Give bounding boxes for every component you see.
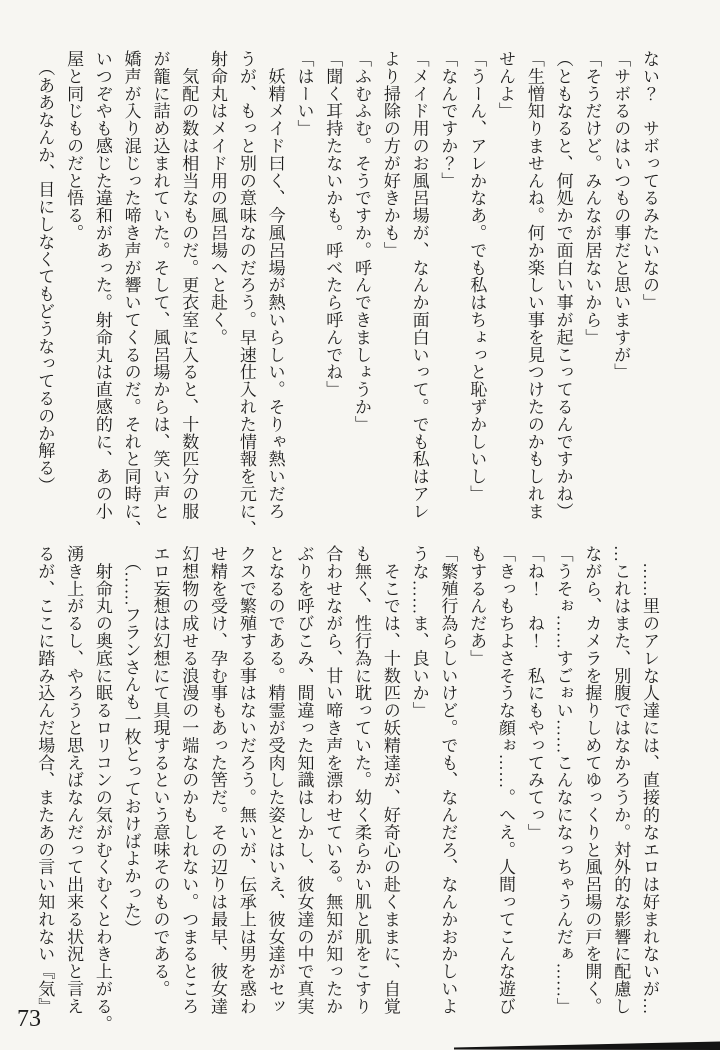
text-column: 屋と同じものだと悟る。	[64, 50, 84, 242]
text-column: エロ妄想は幻想にて具現するという意味そのものである。	[150, 545, 170, 998]
text-column: 「聞く耳持たないかも。呼べたら呼んでね」	[323, 50, 343, 398]
text-column: 「なんですか？」	[438, 50, 458, 190]
text-column: （ああなんか、目にしなくてもどうなってるのか解る）	[35, 50, 55, 494]
text-column: …これはまた、別腹ではなかろうか。対外的な影響に配慮し	[611, 545, 631, 1015]
text-column: （ともなると、何処かで面白い事が起こってるんですかね）	[553, 50, 573, 520]
text-column: より掃除の方が好きかも」	[380, 50, 400, 259]
text-column: 「そうだけど。みんなが居ないから」	[582, 50, 602, 346]
text-column: もするんだあ」	[467, 545, 487, 667]
text-column: 「サボるのはいつもの事だと思いますが」	[611, 50, 631, 381]
text-column: が籠に詰め込まれていた。そして、風呂場からは、笑い声と	[150, 50, 170, 520]
text-column: 「きっもちよさそうな顔ぉ……。へえ。人間ってこんな遊び	[496, 545, 516, 1015]
text-column: となるのである。精霊が受肉した姿とはいえ、彼女達がセッ	[265, 545, 285, 1015]
vertical-text-block-top	[29, 50, 663, 542]
text-column: 「生憎知りませんね。何か楽しい事を見つけたのかもしれま	[524, 50, 544, 520]
text-column: 「ふむふむ。そうですか。呼んできましょうか」	[352, 50, 372, 433]
text-column: 「ね！ ね！ 私にもやってみてっ」	[524, 545, 544, 841]
text-column: 「うーん、アレかなあ。でも私はちょっと恥ずかしいし」	[467, 50, 487, 503]
text-column: 湧き上がるし、やろうと思えばなんだって出来る状況と言え	[64, 545, 84, 1015]
text-column: 妖精メイド曰く、今風呂場が熱いらしい。そりゃ熱いだろ	[265, 50, 285, 520]
text-column: そこでは、十数匹の妖精達が、好奇心の赴くままに、自覚	[380, 545, 400, 1015]
text-column: ぶりを呼びこみ、間違った知識はしかし、彼女達の中で真実	[294, 545, 314, 1015]
text-column: ながら、カメラを握りしめてゆっくりと風呂場の戸を開く。	[582, 545, 602, 1015]
text-column: せ精を受け、孕む事もあった筈だ。その辺りは最早、彼女達	[208, 545, 228, 1015]
text-column: クスで繁殖する事はないだろう。無いが、伝承上は男を惑わ	[236, 545, 256, 1015]
scan-edge-artifact	[454, 1040, 720, 1050]
text-column: るが、ここに踏み込んだ場合、またあの言い知れない『気』	[35, 545, 55, 1015]
text-column: 「うそぉ……すごぉい……こんなになっちゃうんだぁ……」	[553, 545, 573, 1015]
text-column: も無く、性行為に耽っていた。幼く柔らかい肌と肌をこすり	[352, 545, 372, 1015]
text-column: ……里のアレな人達には、直接的なエロは好まれないが…	[640, 545, 659, 1015]
text-column: 射命丸はメイド用の風呂場へと赴く。	[208, 50, 228, 346]
text-column: 「はーい」	[294, 50, 314, 137]
text-column: 気配の数は相当なものだ。更衣室に入ると、十数匹分の服	[179, 50, 199, 520]
text-column: 幻想物の成せる浪漫の一端なのかもしれない。つまるところ	[179, 545, 199, 1015]
text-column: 「メイド用のお風呂場が、なんか面白いって。でも私はアレ	[409, 50, 429, 520]
text-column: 嬌声が入り混じった啼き声が響いてくるのだ。それと同時に、	[121, 50, 141, 538]
text-column: 「繁殖行為らしいけど。でも、なんだろ、なんかおかしいよ	[438, 545, 458, 1015]
text-column: うが、もっと別の意味なのだろう。早速仕入れた情報を元に、	[236, 50, 256, 538]
text-column: うな……ま、良いか」	[409, 545, 429, 719]
vertical-text-block-bottom	[29, 545, 663, 1037]
text-column: （……フランさんも一枚とっておけばよかった）	[121, 545, 141, 937]
page-number: 73	[17, 1006, 41, 1032]
text-column: せんよ」	[496, 50, 516, 120]
text-column: いつぞやも感じた違和があった。射命丸は直感的に、あの小	[92, 50, 112, 520]
text-column: ない？ サボってるみたいなの」	[640, 50, 659, 311]
text-column: 合わせながら、甘い啼き声を漂わせている。無知が知ったか	[323, 545, 343, 1015]
text-column: 射命丸の奥底に眠るロリコンの気がむくむくとわき上がる。	[92, 545, 112, 1033]
